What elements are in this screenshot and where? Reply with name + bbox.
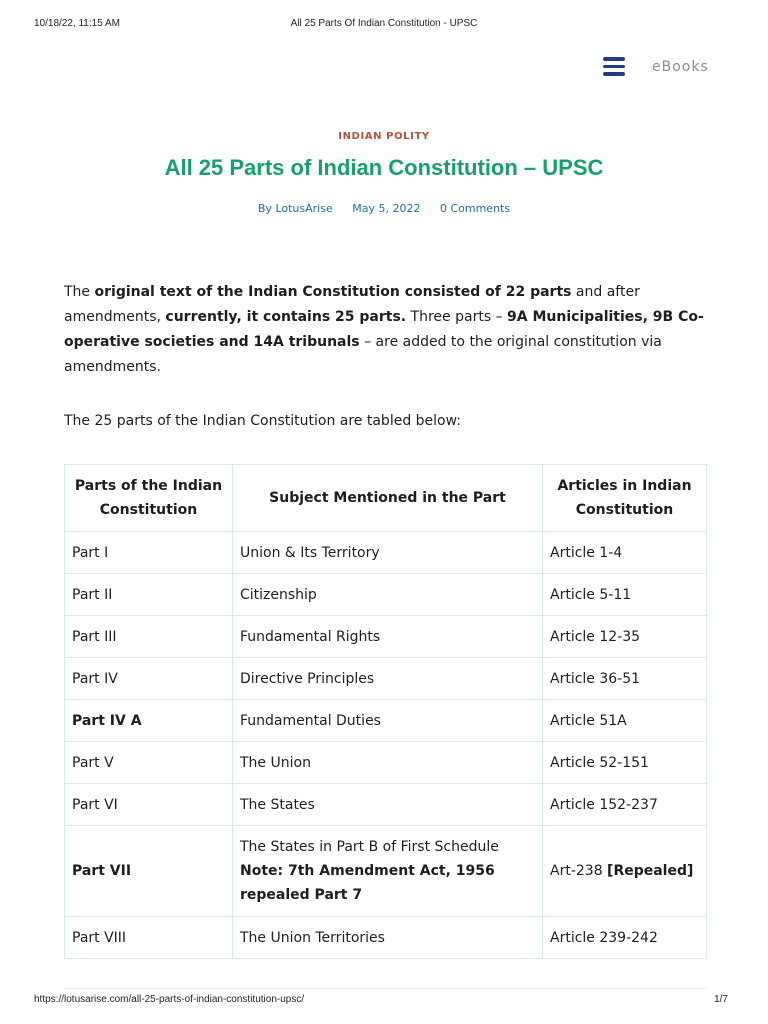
- articles-cell: Article 12-35: [543, 616, 707, 658]
- part-cell: [65, 700, 233, 742]
- articles-cell: Article 239-242: [543, 917, 707, 959]
- intro-text: – are added to the original constitution via amendments.: [64, 334, 662, 375]
- table-row: [65, 826, 707, 917]
- header-articles: Articles in Indian Constitution: [543, 465, 707, 532]
- print-header: [34, 18, 734, 32]
- intro-text: The: [64, 284, 95, 300]
- articles-cell: Article 36-51: [543, 658, 707, 700]
- print-page-title: All 25 Parts Of Indian Constitution - UPSC: [290, 18, 478, 29]
- subject-cell: Fundamental Rights: [233, 616, 543, 658]
- part-cell: Part II: [65, 574, 233, 616]
- subject-cell: The States: [233, 784, 543, 826]
- intro-bold: 9A Municipalities, 9B Co-operative societies and 14A tribunals: [64, 309, 704, 350]
- table-row: [65, 917, 707, 959]
- articles-cell: [543, 826, 707, 917]
- part-label-bold: Part VII: [72, 863, 132, 879]
- part-cell: Part I: [65, 532, 233, 574]
- part-cell: Part VI: [65, 784, 233, 826]
- part-cell: [65, 826, 233, 917]
- subject-cell: Citizenship: [233, 574, 543, 616]
- author-link[interactable]: By LotusArise: [257, 202, 333, 215]
- table-row: [65, 784, 707, 826]
- header-parts: Parts of the Indian Constitution: [65, 465, 233, 532]
- table-header-row: [65, 465, 707, 532]
- subject-text: The States in Part B of First Schedule: [240, 839, 499, 855]
- post-meta: [0, 202, 768, 215]
- divider: [64, 988, 707, 989]
- subject-note: Note: 7th Amendment Act, 1956 repealed Part 7: [240, 863, 495, 903]
- subject-cell: Fundamental Duties: [233, 700, 543, 742]
- intro-text: Three parts –: [406, 309, 508, 325]
- subject-cell: The Union Territories: [233, 917, 543, 959]
- articles-cell: Article 52-151: [543, 742, 707, 784]
- table-row: [65, 616, 707, 658]
- part-cell: Part VIII: [65, 917, 233, 959]
- print-url: https://lotusarise.com/all-25-parts-of-indian-constitution-upsc/: [34, 994, 305, 1005]
- part-label-bold: Part IV A: [72, 712, 142, 729]
- intro-paragraph: [64, 280, 709, 380]
- table-intro: The 25 parts of the Indian Constitution are tabled below:: [64, 413, 462, 429]
- table-row: [65, 658, 707, 700]
- repealed-label: [Repealed]: [607, 863, 694, 879]
- articles-cell: Article 152-237: [543, 784, 707, 826]
- part-cell: Part V: [65, 742, 233, 784]
- print-footer: [34, 994, 734, 1008]
- part-cell: Part IV: [65, 658, 233, 700]
- table-row: [65, 532, 707, 574]
- part-cell: Part III: [65, 616, 233, 658]
- articles-text: Art-238: [550, 863, 608, 879]
- category-label[interactable]: INDIAN POLITY: [338, 131, 430, 142]
- print-datetime: 10/18/22, 11:15 AM: [34, 18, 120, 29]
- articles-cell: Article 1-4: [543, 532, 707, 574]
- table-row: [65, 700, 707, 742]
- intro-bold: currently, it contains 25 parts.: [165, 309, 407, 325]
- constitution-parts-table: [64, 464, 707, 959]
- intro-bold: original text of the Indian Constitution consisted of 22 parts: [94, 284, 572, 300]
- subject-cell: Union & Its Territory: [233, 532, 543, 574]
- post-date[interactable]: May 5, 2022: [352, 202, 421, 215]
- post-title: All 25 Parts of Indian Constitution – UPSC: [164, 155, 604, 180]
- intro-text: and after amendments,: [64, 284, 640, 325]
- subject-cell: [233, 826, 543, 917]
- print-page-number: 1/7: [714, 994, 728, 1005]
- subject-cell: The Union: [233, 742, 543, 784]
- ebooks-link[interactable]: eBooks: [652, 59, 709, 75]
- header-subject: Subject Mentioned in the Part: [233, 465, 543, 532]
- table-row: [65, 574, 707, 616]
- article-body: [64, 280, 709, 434]
- subject-cell: Directive Principles: [233, 658, 543, 700]
- table-row: [65, 742, 707, 784]
- articles-cell: Article 51A: [543, 700, 707, 742]
- articles-cell: Article 5-11: [543, 574, 707, 616]
- comments-link[interactable]: 0 Comments: [439, 202, 511, 215]
- hamburger-menu-icon[interactable]: [603, 57, 625, 76]
